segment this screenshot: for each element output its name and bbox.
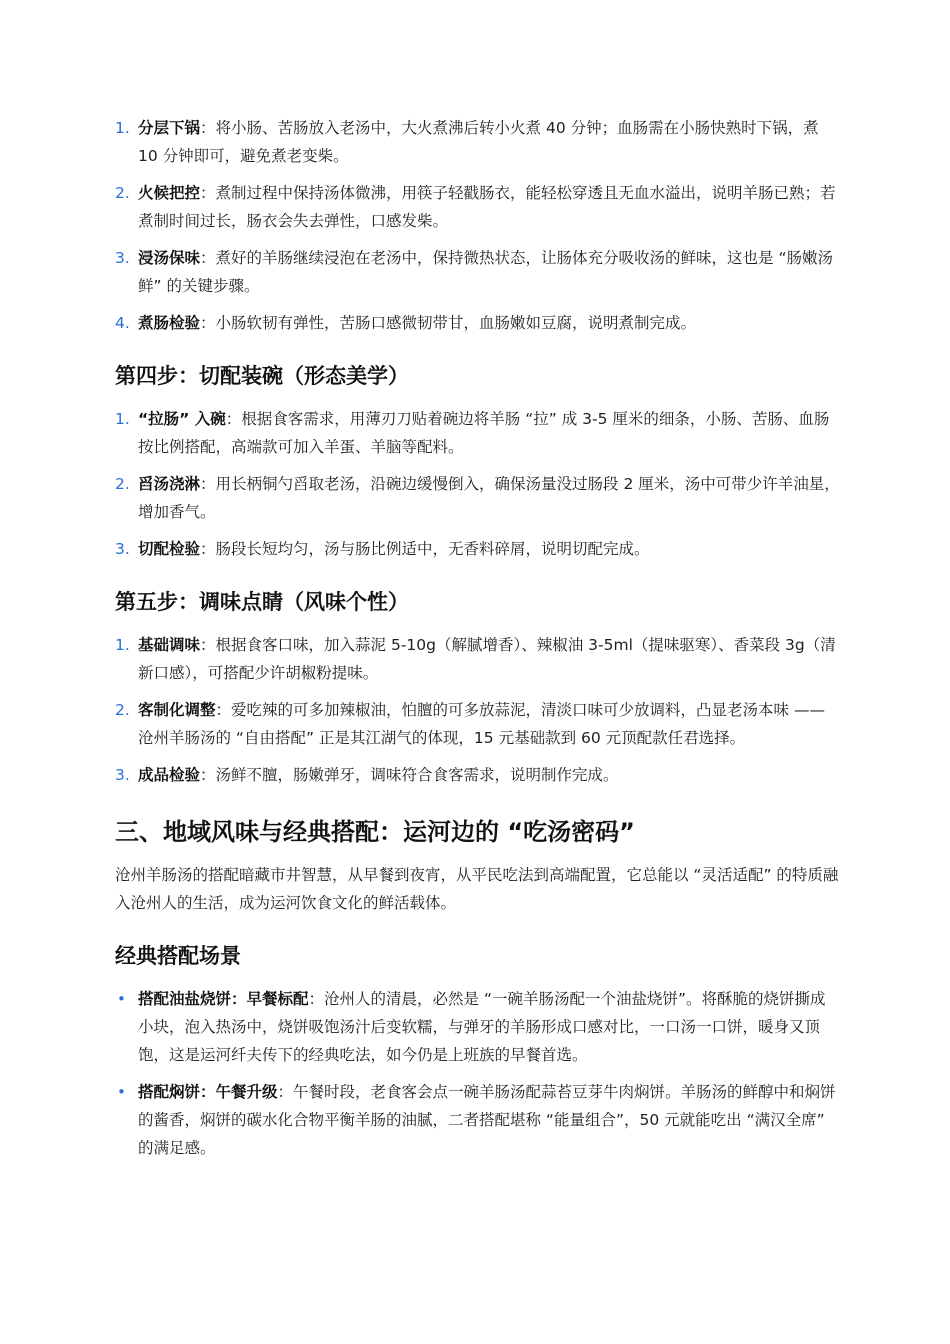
item-separator: ： bbox=[225, 410, 242, 428]
item-term: “拉肠” 入碗 bbox=[138, 410, 226, 428]
item-separator: ： bbox=[200, 119, 216, 137]
list-item bbox=[115, 1078, 840, 1162]
step5-list bbox=[115, 631, 840, 789]
item-text: 煮好的羊肠继续浸泡在老汤中，保持微热状态，让肠体充分吸收汤的鲜味，这也是 “肠嫩汤鲜” 的关键步骤。 bbox=[138, 249, 833, 295]
item-text: 用长柄铜勺舀取老汤，沿碗边缓慢倒入，确保汤量没过肠段 2 厘米，汤中可带少许羊油星，增加香气。 bbox=[138, 475, 840, 521]
list-item bbox=[115, 405, 840, 461]
item-term: 火候把控 bbox=[138, 184, 201, 202]
item-text: 午餐时段，老食客会点一碗羊肠汤配蒜苔豆芽牛肉焖饼。羊肠汤的鲜醇中和焖饼的酱香，焖饼的碳水化合物平衡羊肠的油腻，二者搭配堪称 “能量组合”，50 元就能吃出 “满汉全席” 的满足感。 bbox=[138, 1083, 836, 1157]
item-text: 根据食客需求，用薄刃刀贴着碗边将羊肠 “拉” 成 3-5 厘米的细条，小肠、苦肠、血肠按比例搭配，高端款可加入羊蛋、羊脑等配料。 bbox=[138, 410, 830, 456]
list-number: 4. bbox=[115, 314, 130, 332]
list-item bbox=[115, 985, 840, 1069]
item-term: 成品检验 bbox=[138, 766, 201, 784]
list-number: 1. bbox=[115, 119, 130, 137]
list-item bbox=[115, 631, 840, 687]
list-item bbox=[115, 470, 840, 526]
item-separator: ： bbox=[200, 184, 216, 202]
item-separator: ： bbox=[200, 475, 216, 493]
item-term: 客制化调整 bbox=[138, 701, 216, 719]
list-number: 2. bbox=[115, 184, 130, 202]
item-term: 基础调味 bbox=[138, 636, 201, 654]
step4-heading: 第四步：切配装碗（形态美学） bbox=[115, 364, 409, 388]
item-text: 小肠软韧有弹性，苦肠口感微韧带甘，血肠嫩如豆腐，说明煮制完成。 bbox=[215, 314, 697, 332]
list-item bbox=[115, 309, 840, 337]
item-separator: ： bbox=[215, 701, 232, 719]
boil-steps-list bbox=[115, 114, 840, 337]
list-number: 3. bbox=[115, 766, 130, 784]
list-item bbox=[115, 114, 840, 170]
item-term: 切配检验 bbox=[138, 540, 201, 558]
section3-intro: 沧州羊肠汤的搭配暗藏市井智慧，从早餐到夜宵，从平民吃法到高端配置，它总能以 “灵活适配” 的特质融入沧州人的生活，成为运河饮食文化的鲜活载体。 bbox=[115, 866, 839, 912]
item-term: 分层下锅 bbox=[138, 119, 201, 137]
item-separator: ： bbox=[200, 766, 216, 784]
list-item bbox=[115, 535, 840, 563]
item-text: 肠段长短均匀，汤与肠比例适中，无香料碎屑，说明切配完成。 bbox=[215, 540, 650, 558]
item-text: 将小肠、苦肠放入老汤中，大火煮沸后转小火煮 40 分钟；血肠需在小肠快熟时下锅，煮 10 分钟即可，避免煮老变柴。 bbox=[138, 119, 819, 165]
item-text: 爱吃辣的可多加辣椒油，怕膻的可多放蒜泥，清淡口味可少放调料，凸显老汤本味 —— 沧州羊肠汤的 “自由搭配” 正是其江湖气的体现，15 元基础款到 60 元顶配款任君选择。 bbox=[138, 701, 825, 747]
list-number: 1. bbox=[115, 410, 130, 428]
list-number: 1. bbox=[115, 636, 130, 654]
list-number: 2. bbox=[115, 475, 130, 493]
list-number: 3. bbox=[115, 540, 130, 558]
bullet-marker: • bbox=[117, 990, 126, 1008]
list-number: 2. bbox=[115, 701, 130, 719]
step5-heading: 第五步：调味点睛（风味个性） bbox=[115, 590, 409, 614]
list-item bbox=[115, 244, 840, 300]
list-item bbox=[115, 696, 840, 752]
step4-list bbox=[115, 405, 840, 563]
list-item bbox=[115, 179, 840, 235]
item-term: 搭配油盐烧饼：早餐标配 bbox=[138, 990, 309, 1008]
section3-heading: 三、地域风味与经典搭配：运河边的 “吃汤密码” bbox=[115, 818, 635, 846]
list-item bbox=[115, 761, 840, 789]
item-text: 沧州人的清晨，必然是 “一碗羊肠汤配一个油盐烧饼”。将酥脆的烧饼撕成小块，泡入热汤中，烧饼吸饱汤汁后变软糯，与弹牙的羊肠形成口感对比，一口汤一口饼，暖身又顶饱，这是运河纤夫传下的经典吃法，如今仍是上班族的早餐首选。 bbox=[138, 990, 826, 1064]
item-term: 浸汤保味 bbox=[138, 249, 201, 267]
item-term: 舀汤浇淋 bbox=[138, 475, 201, 493]
list-number: 3. bbox=[115, 249, 130, 267]
item-separator: ： bbox=[200, 249, 216, 267]
item-separator: ： bbox=[200, 314, 216, 332]
item-text: 根据食客口味，加入蒜泥 5-10g（解腻增香）、辣椒油 3-5ml（提味驱寒）、香菜段 3g（清新口感），可搭配少许胡椒粉提味。 bbox=[138, 636, 836, 682]
item-text: 煮制过程中保持汤体微沸，用筷子轻戳肠衣，能轻松穿透且无血水溢出，说明羊肠已熟；若煮制时间过长，肠衣会失去弹性，口感发柴。 bbox=[138, 184, 836, 230]
item-term: 煮肠检验 bbox=[138, 314, 201, 332]
item-separator: ： bbox=[308, 990, 325, 1008]
classic-heading: 经典搭配场景 bbox=[115, 944, 241, 968]
item-separator: ： bbox=[200, 636, 216, 654]
item-term: 搭配焖饼：午餐升级 bbox=[138, 1083, 278, 1101]
classic-list bbox=[115, 985, 840, 1162]
item-separator: ： bbox=[277, 1083, 294, 1101]
bullet-marker: • bbox=[117, 1083, 126, 1101]
item-separator: ： bbox=[200, 540, 216, 558]
item-text: 汤鲜不膻，肠嫩弹牙，调味符合食客需求，说明制作完成。 bbox=[215, 766, 619, 784]
